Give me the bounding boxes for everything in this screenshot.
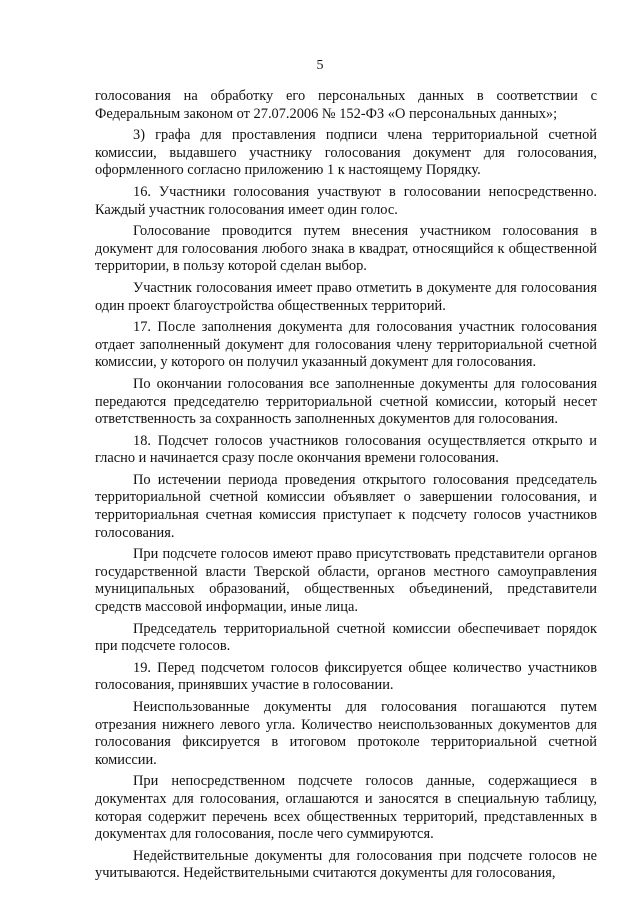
document-body	[95, 88, 597, 887]
paragraph-end-of-period: По истечении периода проведения открытого голосования председатель территориальной счетной комиссии объявляет о завершении голосования, и территориальная счетная комиссия приступает к подсчету голосов участников голосования.	[95, 471, 597, 541]
paragraph-continuation: голосования на обработку его персональных данных в соответствии с Федеральным законом от 27.07.2006 № 152-ФЗ «О персональных данных»;	[95, 88, 597, 122]
paragraph-chairman-order: Председатель территориальной счетной комиссии обеспечивает порядок при подсчете голосов.	[95, 620, 597, 655]
paragraph-section-18: 18. Подсчет голосов участников голосования осуществляется открыто и гласно и начинается сразу после окончания времени голосования.	[95, 432, 597, 467]
paragraph-section-19: 19. Перед подсчетом голосов фиксируется общее количество участников голосования, принявших участие в голосовании.	[95, 659, 597, 694]
paragraph-after-voting: По окончании голосования все заполненные документы для голосования передаются председателю территориальной счетной комиссии, который несет ответственность за сохранность заполненных документов для голосования.	[95, 375, 597, 428]
paragraph-voting-method: Голосование проводится путем внесения участником голосования в документ для голосования любого знака в квадрат, относящийся к общественной территории, в пользу которой сделан выбор.	[95, 223, 597, 275]
paragraph-section-16: 16. Участники голосования участвуют в голосовании непосредственно. Каждый участник голосования имеет один голос.	[95, 183, 597, 218]
paragraph-direct-count: При непосредственном подсчете голосов данные, содержащиеся в документах для голосования, оглашаются и заносятся в специальную таблицу, которая содержит перечень всех общественных территорий, представленных в документах для голосования, после чего суммируются.	[95, 773, 597, 843]
paragraph-voter-right: Участник голосования имеет право отметить в документе для голосования один проект благоустройства общественных территорий.	[95, 279, 597, 314]
paragraph-observers: При подсчете голосов имеют право присутствовать представители органов государственной власти Тверской области, органов местного самоуправления муниципальных образований, общественных объединений, представители средств массовой информации, иные лица.	[95, 546, 597, 616]
paragraph-invalid-documents: Недействительные документы для голосования при подсчете голосов не учитываются. Недействительными считаются документы для голосования,	[95, 847, 597, 882]
page-number: 5	[316, 58, 324, 73]
paragraph-item-3: 3) графа для проставления подписи члена территориальной счетной комиссии, выдавшего участнику голосования документ для голосования, оформленного согласно приложению 1 к настоящему Порядку.	[95, 127, 597, 179]
paragraph-unused-documents: Неиспользованные документы для голосования погашаются путем отрезания нижнего левого угла. Количество неиспользованных документов для голосования фиксируется в итоговом протоколе территориальной счетной комиссии.	[95, 699, 597, 768]
paragraph-section-17: 17. После заполнения документа для голосования участник голосования отдает заполненный документ для голосования члену территориальной счетной комиссии, у которого он получил указанный документ для голосования.	[95, 319, 597, 371]
